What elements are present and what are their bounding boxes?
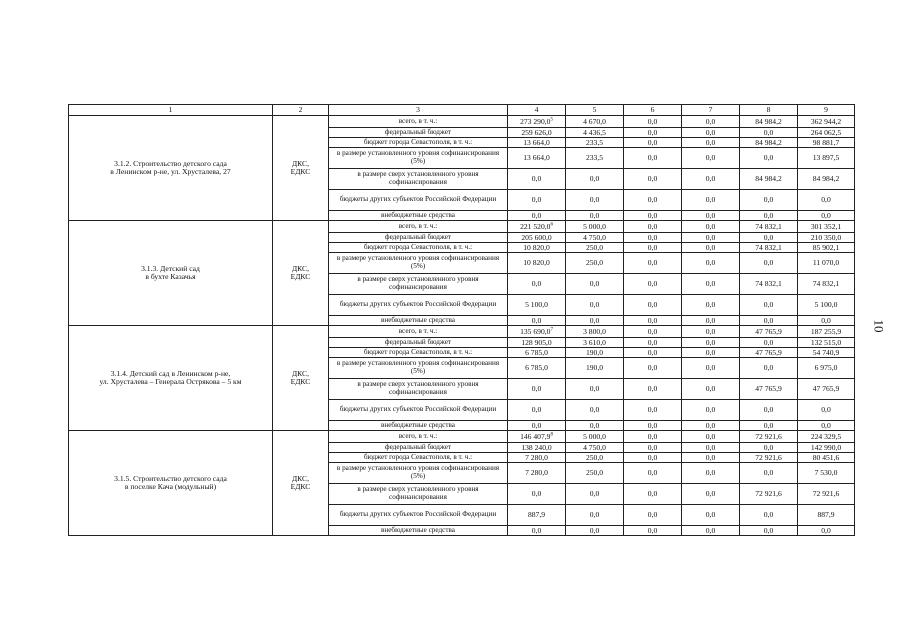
value-cell-5: 0,0: [566, 421, 624, 431]
value-cell-5: 250,0: [566, 463, 624, 484]
value-cell-6: 0,0: [624, 379, 682, 400]
value-cell-8: 0,0: [740, 148, 798, 169]
value: 6 785,0: [525, 363, 548, 373]
funding-source-label: в размере установленного уровня софинансирования (5%): [329, 358, 508, 379]
value-cell-6: 0,0: [624, 505, 682, 526]
value-cell-6: 0,0: [624, 190, 682, 211]
value-cell-6: 0,0: [624, 148, 682, 169]
value-cell-5: 3 610,0: [566, 338, 624, 348]
value-cell-7: 0,0: [682, 148, 740, 169]
funding-source-label: федеральный бюджет: [329, 338, 508, 348]
value-cell-6: 0,0: [624, 484, 682, 505]
value-cell-8: 0,0: [740, 295, 798, 316]
header-cell: 4: [508, 105, 566, 116]
value: 0,0: [531, 489, 542, 499]
footnote-mark: 7: [550, 326, 553, 332]
value-cell-4: [508, 116, 566, 128]
value-cell-6: 0,0: [624, 338, 682, 348]
funding-source-label: внебюджетные средства: [329, 316, 508, 326]
value-cell-5: 190,0: [566, 358, 624, 379]
value-cell-9: 11 070,0: [798, 253, 855, 274]
table-row: [69, 326, 855, 338]
executor: ДКС, ЕДКС: [290, 369, 311, 386]
value-cell-7: 0,0: [682, 484, 740, 505]
value-cell-4: [508, 128, 566, 138]
value-cell-8: 72 921,6: [740, 484, 798, 505]
value-cell-4: [508, 379, 566, 400]
table-row: [69, 431, 855, 443]
value-cell-6: 0,0: [624, 348, 682, 358]
value-cell-9: 13 897,5: [798, 148, 855, 169]
value-cell-7: 0,0: [682, 400, 740, 421]
header-cell: 8: [740, 105, 798, 116]
funding-source-label: федеральный бюджет: [329, 128, 508, 138]
value-cell-7: 0,0: [682, 253, 740, 274]
value-cell-7: 0,0: [682, 326, 740, 338]
header-cell: 2: [273, 105, 329, 116]
value-cell-8: 84 984,2: [740, 138, 798, 148]
value-cell-5: 0,0: [566, 169, 624, 190]
value-cell-5: 250,0: [566, 243, 624, 253]
funding-source-label: бюджеты других субъектов Российской Федерации: [329, 400, 508, 421]
value-cell-7: 0,0: [682, 116, 740, 128]
value-cell-7: 0,0: [682, 274, 740, 295]
value-cell-7: 0,0: [682, 526, 740, 536]
value-cell-4: [508, 243, 566, 253]
value-cell-8: 84 984,2: [740, 169, 798, 190]
value-cell-8: 0,0: [740, 233, 798, 243]
value-cell-7: 0,0: [682, 379, 740, 400]
value-cell-4: [508, 463, 566, 484]
value: 0,0: [531, 525, 542, 535]
value-cell-6: 0,0: [624, 316, 682, 326]
value-cell-4: [508, 316, 566, 326]
value-cell-4: [508, 505, 566, 526]
value: 13 664,0: [523, 153, 550, 163]
value-cell-4: [508, 253, 566, 274]
value-cell-8: 0,0: [740, 128, 798, 138]
value-cell-4: [508, 484, 566, 505]
value-cell-8: 0,0: [740, 443, 798, 453]
measure-name-cell: [69, 221, 273, 326]
value-cell-8: 0,0: [740, 421, 798, 431]
value-cell-4: [508, 169, 566, 190]
value-cell-8: 74 832,1: [740, 243, 798, 253]
funding-source-label: в размере установленного уровня софинансирования (5%): [329, 253, 508, 274]
value-cell-4: [508, 326, 566, 338]
value-cell-6: 0,0: [624, 274, 682, 295]
funding-source-label: в размере сверх установленного уровня софинансирования: [329, 484, 508, 505]
value-cell-5: 0,0: [566, 379, 624, 400]
value-cell-5: 0,0: [566, 505, 624, 526]
value-cell-8: 47 765,9: [740, 348, 798, 358]
value-cell-4: [508, 421, 566, 431]
funding-source-label: в размере сверх установленного уровня софинансирования: [329, 379, 508, 400]
value-cell-8: 0,0: [740, 526, 798, 536]
measure-name: 3.1.3. Детский сад в бухте Казачья: [141, 264, 200, 281]
header-cell: 6: [624, 105, 682, 116]
value: 10 820,0: [523, 242, 550, 252]
value-cell-4: [508, 526, 566, 536]
value-cell-6: 0,0: [624, 243, 682, 253]
measure-name-cell: [69, 116, 273, 221]
value-cell-6: 0,0: [624, 431, 682, 443]
value-cell-6: 0,0: [624, 358, 682, 379]
value-cell-4: [508, 431, 566, 443]
value-cell-4: [508, 358, 566, 379]
value-cell-5: 0,0: [566, 484, 624, 505]
value: 135 690,0: [520, 326, 551, 336]
value: 0,0: [531, 279, 542, 289]
value-cell-6: 0,0: [624, 253, 682, 274]
funding-source-label: федеральный бюджет: [329, 233, 508, 243]
value-cell-8: 0,0: [740, 463, 798, 484]
value-cell-7: 0,0: [682, 221, 740, 233]
value: 273 290,0: [520, 116, 551, 126]
value-cell-7: 0,0: [682, 358, 740, 379]
value-cell-7: 0,0: [682, 431, 740, 443]
executor-cell: [273, 221, 329, 326]
value-cell-6: 0,0: [624, 211, 682, 221]
value-cell-5: 0,0: [566, 316, 624, 326]
value-cell-5: 4 750,0: [566, 443, 624, 453]
executor-cell: [273, 116, 329, 221]
value-cell-7: 0,0: [682, 295, 740, 316]
value: 0,0: [531, 384, 542, 394]
value-cell-5: 5 000,0: [566, 221, 624, 233]
value-cell-8: 0,0: [740, 338, 798, 348]
value-cell-6: 0,0: [624, 169, 682, 190]
value-cell-5: 5 000,0: [566, 431, 624, 443]
value: 221 520,0: [520, 221, 551, 231]
value-cell-9: 47 765,9: [798, 379, 855, 400]
value-cell-5: 250,0: [566, 453, 624, 463]
value-cell-4: [508, 138, 566, 148]
value-cell-6: 0,0: [624, 128, 682, 138]
value-cell-9: 7 530,0: [798, 463, 855, 484]
measure-name: 3.1.2. Строительство детского сада в Ленинском р-не, ул. Хрусталева, 27: [110, 159, 231, 176]
value: 5 100,0: [525, 300, 548, 310]
value-cell-9: 0,0: [798, 421, 855, 431]
value: 7 280,0: [525, 468, 548, 478]
header-cell: 9: [798, 105, 855, 116]
value-cell-5: 4 750,0: [566, 233, 624, 243]
value-cell-7: 0,0: [682, 348, 740, 358]
value-cell-9: 0,0: [798, 316, 855, 326]
value-cell-6: 0,0: [624, 233, 682, 243]
value-cell-6: 0,0: [624, 326, 682, 338]
value-cell-7: 0,0: [682, 421, 740, 431]
funding-source-label: внебюджетные средства: [329, 526, 508, 536]
header-cell: 3: [329, 105, 508, 116]
funding-source-label: всего, в т. ч.:: [329, 326, 508, 338]
executor: ДКС, ЕДКС: [290, 474, 311, 491]
value-cell-9: 98 881,7: [798, 138, 855, 148]
value: 7 280,0: [525, 452, 548, 462]
measure-name: 3.1.5. Строительство детского сада в поселке Кача (модульный): [114, 474, 227, 491]
value-cell-4: [508, 233, 566, 243]
value-cell-4: [508, 400, 566, 421]
value-cell-5: 4 436,5: [566, 128, 624, 138]
value-cell-9: 6 975,0: [798, 358, 855, 379]
measure-name: 3.1.4. Детский сад в Ленинском р-не, ул. Хрусталева – Генерала Острякова – 5 км: [99, 369, 242, 386]
funding-source-label: бюджет города Севастополя, в т. ч.:: [329, 138, 508, 148]
funding-source-label: бюджет города Севастополя, в т. ч.:: [329, 243, 508, 253]
table-row: [69, 116, 855, 128]
value-cell-5: 0,0: [566, 211, 624, 221]
value-cell-5: 0,0: [566, 295, 624, 316]
value: 6 785,0: [525, 347, 548, 357]
footnote-mark: 6: [550, 221, 553, 227]
value-cell-7: 0,0: [682, 316, 740, 326]
value-cell-6: 0,0: [624, 421, 682, 431]
value-cell-8: 74 832,1: [740, 274, 798, 295]
value-cell-9: 362 944,2: [798, 116, 855, 128]
funding-source-label: бюджеты других субъектов Российской Федерации: [329, 295, 508, 316]
measure-name-cell: [69, 326, 273, 431]
executor-cell: [273, 326, 329, 431]
value-cell-7: 0,0: [682, 138, 740, 148]
value: 0,0: [531, 405, 542, 415]
funding-source-label: в размере сверх установленного уровня софинансирования: [329, 169, 508, 190]
value-cell-9: 0,0: [798, 400, 855, 421]
value-cell-9: 54 740,9: [798, 348, 855, 358]
funding-source-label: в размере установленного уровня софинансирования (5%): [329, 463, 508, 484]
page-number: 10: [871, 319, 887, 333]
value-cell-6: 0,0: [624, 443, 682, 453]
value-cell-8: 72 921,6: [740, 453, 798, 463]
value: 13 664,0: [523, 137, 550, 147]
value-cell-6: 0,0: [624, 221, 682, 233]
value: 0,0: [531, 174, 542, 184]
value-cell-8: 47 765,9: [740, 326, 798, 338]
value-cell-4: [508, 295, 566, 316]
value-cell-7: 0,0: [682, 338, 740, 348]
value: 259 626,0: [521, 127, 552, 137]
value-cell-7: 0,0: [682, 128, 740, 138]
funding-source-label: бюджеты других субъектов Российской Федерации: [329, 505, 508, 526]
value: 0,0: [531, 195, 542, 205]
value-cell-5: 233,5: [566, 148, 624, 169]
value-cell-7: 0,0: [682, 233, 740, 243]
value-cell-7: 0,0: [682, 211, 740, 221]
value-cell-9: 0,0: [798, 211, 855, 221]
value-cell-5: 233,5: [566, 138, 624, 148]
value-cell-9: 210 350,0: [798, 233, 855, 243]
value-cell-7: 0,0: [682, 190, 740, 211]
value: 10 820,0: [523, 258, 550, 268]
value-cell-6: 0,0: [624, 116, 682, 128]
value-cell-8: 47 765,9: [740, 379, 798, 400]
funding-source-label: всего, в т. ч.:: [329, 431, 508, 443]
value-cell-9: 224 329,5: [798, 431, 855, 443]
value-cell-7: 0,0: [682, 243, 740, 253]
value-cell-4: [508, 211, 566, 221]
value-cell-4: [508, 221, 566, 233]
value-cell-9: 142 990,0: [798, 443, 855, 453]
value: 128 905,0: [521, 337, 552, 347]
funding-source-label: бюджет города Севастополя, в т. ч.:: [329, 453, 508, 463]
value-cell-7: 0,0: [682, 169, 740, 190]
header-cell: 7: [682, 105, 740, 116]
value: 0,0: [531, 420, 542, 430]
value-cell-6: 0,0: [624, 453, 682, 463]
value-cell-8: 0,0: [740, 400, 798, 421]
funding-source-label: всего, в т. ч.:: [329, 221, 508, 233]
value-cell-5: 190,0: [566, 348, 624, 358]
value-cell-9: 187 255,9: [798, 326, 855, 338]
funding-source-label: в размере установленного уровня софинансирования (5%): [329, 148, 508, 169]
value: 0,0: [531, 315, 542, 325]
value-cell-6: 0,0: [624, 400, 682, 421]
value-cell-9: 0,0: [798, 190, 855, 211]
value-cell-9: 887,9: [798, 505, 855, 526]
value: 205 600,0: [521, 232, 552, 242]
value-cell-4: [508, 338, 566, 348]
executor: ДКС, ЕДКС: [290, 264, 311, 281]
funding-source-label: федеральный бюджет: [329, 443, 508, 453]
value-cell-5: 0,0: [566, 274, 624, 295]
value-cell-5: 4 670,0: [566, 116, 624, 128]
funding-source-label: бюджеты других субъектов Российской Федерации: [329, 190, 508, 211]
value-cell-5: 0,0: [566, 400, 624, 421]
value-cell-9: 132 515,0: [798, 338, 855, 348]
value-cell-8: 0,0: [740, 211, 798, 221]
value-cell-8: 84 984,2: [740, 116, 798, 128]
executor: ДКС, ЕДКС: [290, 159, 311, 176]
value-cell-4: [508, 453, 566, 463]
value-cell-6: 0,0: [624, 295, 682, 316]
value-cell-4: [508, 190, 566, 211]
value-cell-9: 301 352,1: [798, 221, 855, 233]
value-cell-5: 250,0: [566, 253, 624, 274]
table-row: [69, 221, 855, 233]
value-cell-8: 74 832,1: [740, 221, 798, 233]
value-cell-6: 0,0: [624, 526, 682, 536]
value-cell-7: 0,0: [682, 443, 740, 453]
value: 146 407,9: [520, 431, 551, 441]
value-cell-7: 0,0: [682, 463, 740, 484]
value-cell-5: 3 800,0: [566, 326, 624, 338]
value-cell-4: [508, 148, 566, 169]
value-cell-8: 72 921,6: [740, 431, 798, 443]
value: 887,9: [527, 510, 546, 520]
value-cell-6: 0,0: [624, 463, 682, 484]
value-cell-9: 80 451,6: [798, 453, 855, 463]
value: 138 240,0: [521, 442, 552, 452]
value-cell-9: 74 832,1: [798, 274, 855, 295]
header-cell: 1: [69, 105, 273, 116]
value-cell-9: 264 062,5: [798, 128, 855, 138]
funding-source-label: бюджет города Севастополя, в т. ч.:: [329, 348, 508, 358]
funding-source-label: всего, в т. ч.:: [329, 116, 508, 128]
measure-name-cell: [69, 431, 273, 536]
value-cell-4: [508, 348, 566, 358]
value-cell-9: 85 902,1: [798, 243, 855, 253]
funding-source-label: внебюджетные средства: [329, 421, 508, 431]
value-cell-4: [508, 443, 566, 453]
value-cell-4: [508, 274, 566, 295]
value-cell-9: 84 984,2: [798, 169, 855, 190]
value-cell-8: 0,0: [740, 190, 798, 211]
value-cell-8: 0,0: [740, 358, 798, 379]
footnote-mark: 5: [550, 116, 553, 122]
budget-table: [68, 104, 855, 536]
footnote-mark: 8: [550, 431, 553, 437]
value-cell-9: 72 921,6: [798, 484, 855, 505]
value-cell-9: 0,0: [798, 526, 855, 536]
value-cell-6: 0,0: [624, 138, 682, 148]
value-cell-8: 0,0: [740, 316, 798, 326]
value-cell-7: 0,0: [682, 453, 740, 463]
value-cell-8: 0,0: [740, 253, 798, 274]
value-cell-8: 0,0: [740, 505, 798, 526]
funding-source-label: в размере сверх установленного уровня софинансирования: [329, 274, 508, 295]
funding-source-label: внебюджетные средства: [329, 211, 508, 221]
value: 0,0: [531, 210, 542, 220]
value-cell-9: 5 100,0: [798, 295, 855, 316]
header-row: [69, 105, 855, 116]
header-cell: 5: [566, 105, 624, 116]
value-cell-5: 0,0: [566, 526, 624, 536]
value-cell-5: 0,0: [566, 190, 624, 211]
table-body: [69, 105, 855, 536]
executor-cell: [273, 431, 329, 536]
value-cell-7: 0,0: [682, 505, 740, 526]
